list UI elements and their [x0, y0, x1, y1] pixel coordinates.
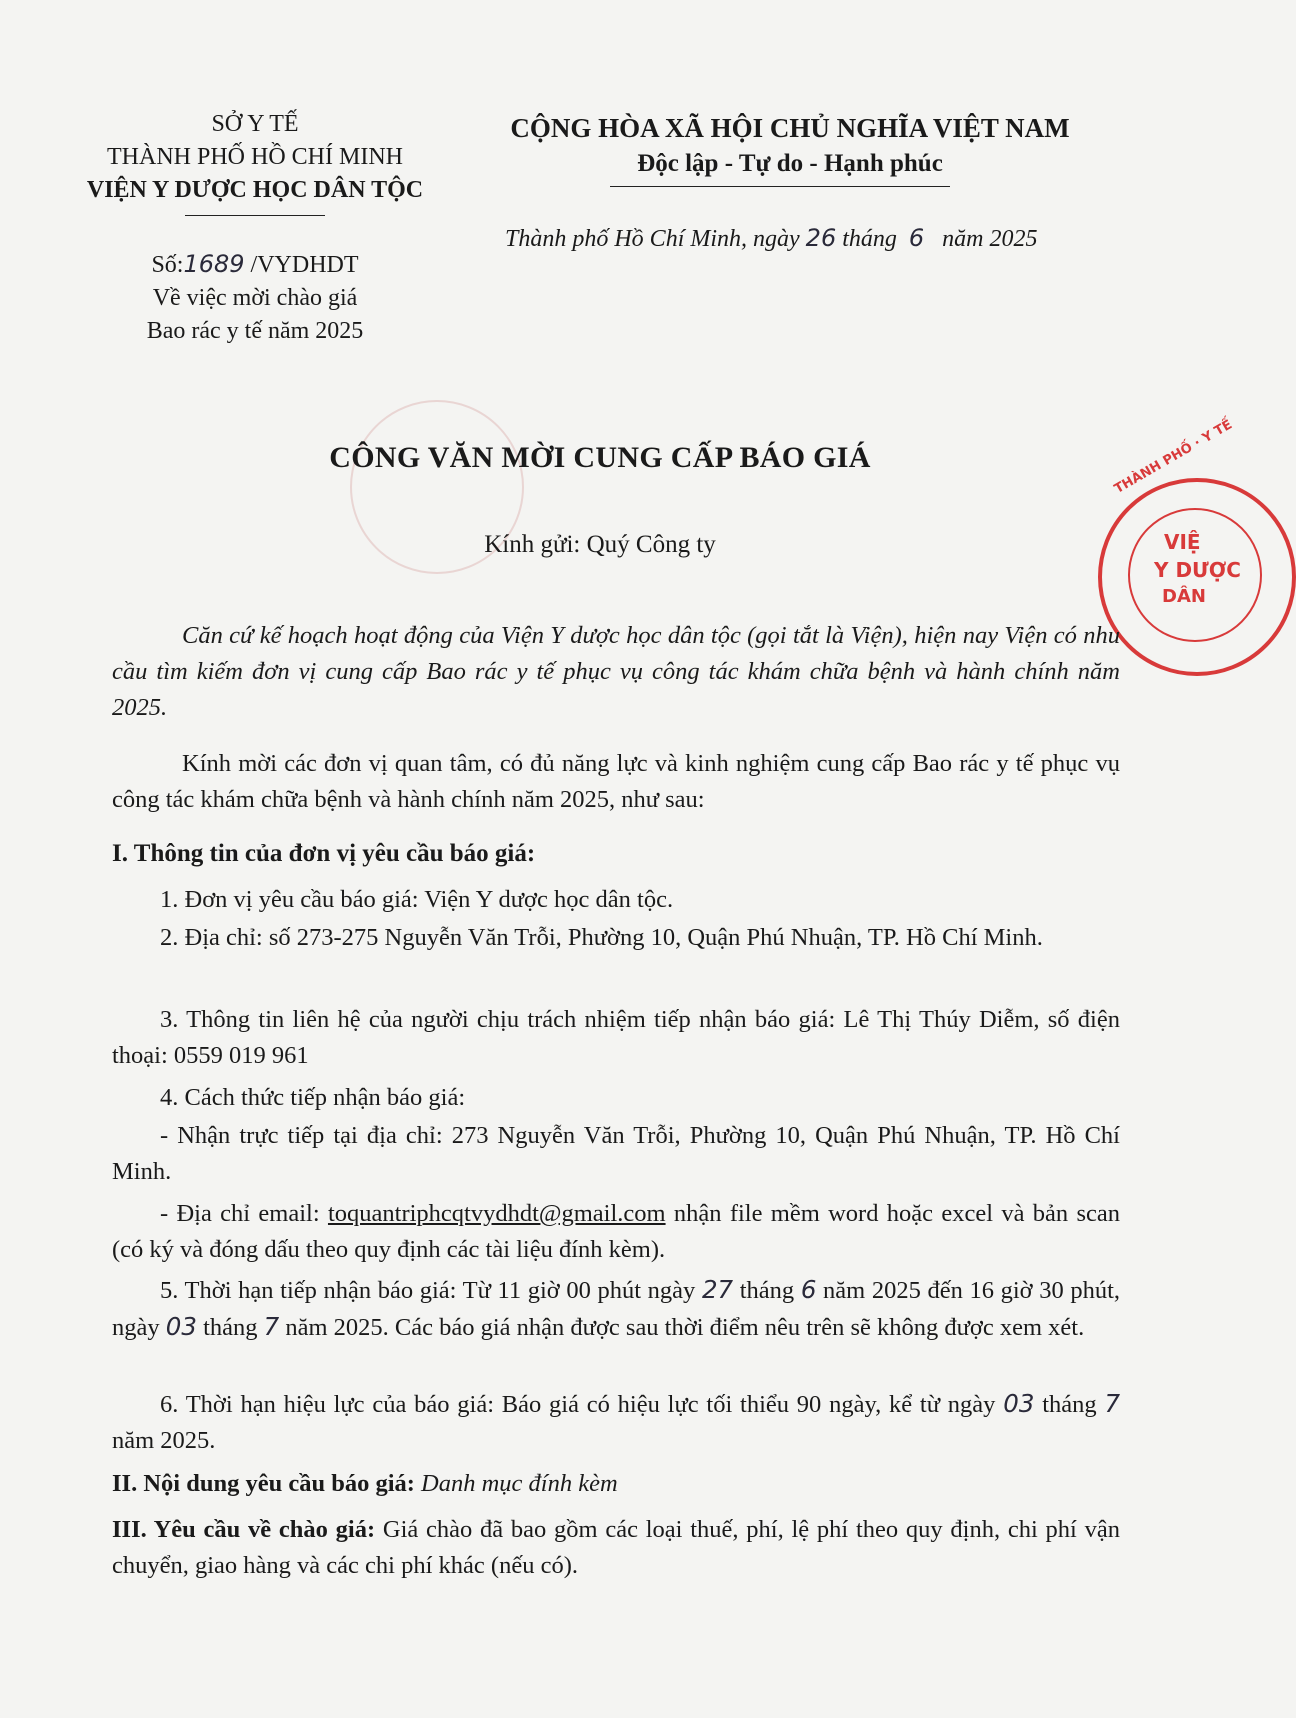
- reference-prefix: Số:: [151, 252, 184, 278]
- seal-text-1: VIỆ: [1164, 530, 1201, 554]
- section-1-item-1: 1. Đơn vị yêu cầu báo giá: Viện Y dược học dân tộc.: [160, 886, 674, 913]
- motto-underline: [610, 186, 950, 187]
- seal-text-2: Y DƯỢC: [1154, 558, 1241, 582]
- national-title: CỘNG HÒA XÃ HỘI CHỦ NGHĨA VIỆT NAM: [510, 113, 1070, 143]
- item5-day2: 03: [165, 1312, 197, 1341]
- section-2: [112, 1466, 1120, 1502]
- section-1-item-3: 3. Thông tin liên hệ của người chịu trách nhiệm tiếp nhận báo giá: Lê Thị Thúy Diễm, số điện thoại: 0559 019 961: [112, 1006, 1120, 1069]
- section-1-item-4a: - Nhận trực tiếp tại địa chỉ: 273 Nguyễn Văn Trỗi, Phường 10, Quận Phú Nhuận, TP. Hồ Chí Minh.: [112, 1122, 1120, 1185]
- reference-handwritten-number: 1689: [183, 250, 245, 278]
- section-3-value: Giá chào đã bao gồm các loại thuế, phí, lệ phí theo quy định, chi phí vận chuyển, giao hàng và các chi phí khác (nếu có).: [112, 1516, 1120, 1579]
- item6-part-a: 6. Thời hạn hiệu lực của báo giá: Báo giá có hiệu lực tối thiểu 90 ngày, kể từ ngày: [160, 1391, 996, 1418]
- email-prefix: - Địa chỉ email:: [160, 1200, 320, 1227]
- item5-month1: 6: [800, 1275, 817, 1304]
- official-seal: [1098, 417, 1296, 676]
- date-month-label: tháng: [842, 226, 897, 252]
- section-1-item-4: 4. Cách thức tiếp nhận báo giá:: [160, 1084, 466, 1111]
- item5-part-a: 5. Thời hạn tiếp nhận báo giá: Từ 11 giờ 00 phút ngày: [160, 1277, 696, 1304]
- date-day: 26: [805, 224, 837, 252]
- section-2-heading: II. Nội dung yêu cầu báo giá:: [112, 1470, 415, 1497]
- issuer-line-2: THÀNH PHỐ HỒ CHÍ MINH: [107, 144, 403, 170]
- issuer-block: [60, 108, 450, 207]
- invitation-paragraph: Kính mời các đơn vị quan tâm, có đủ năng lực và kinh nghiệm cung cấp Bao rác y tế phục vụ công tác khám chữa bệnh và hành chính năm 2025, như sau:: [112, 750, 1120, 813]
- reference-number: [60, 248, 450, 282]
- item6-day: 03: [1003, 1389, 1035, 1418]
- seal-ring-text: THÀNH PHỐ · Y TẾ: [1112, 417, 1235, 497]
- national-motto: Độc lập - Tự do - Hạnh phúc: [637, 150, 943, 177]
- item6-month: 7: [1104, 1389, 1121, 1418]
- section-1-item-2: 2. Địa chỉ: số 273-275 Nguyễn Văn Trỗi, Phường 10, Quận Phú Nhuận, TP. Hồ Chí Minh.: [160, 924, 1043, 951]
- item6-part-b: tháng: [1042, 1391, 1097, 1418]
- greeting: Kính gửi: Quý Công ty: [484, 531, 716, 558]
- section-2-value: Danh mục đính kèm: [421, 1470, 618, 1497]
- section-1-item-5: [112, 1272, 1120, 1346]
- item5-day1: 27: [701, 1275, 734, 1304]
- seal-text-3: DÂN: [1162, 586, 1206, 607]
- item5-part-d: tháng: [203, 1314, 258, 1341]
- date-line: [505, 224, 1145, 253]
- date-month: 6: [908, 224, 925, 252]
- subject-line-2: Bao rác y tế năm 2025: [146, 318, 364, 344]
- item5-month2: 7: [263, 1312, 280, 1341]
- section-1-item-6: [112, 1386, 1120, 1459]
- item5-part-b: tháng: [739, 1277, 795, 1304]
- section-1-item-4b: [112, 1196, 1120, 1268]
- section-1-heading: I. Thông tin của đơn vị yêu cầu báo giá:: [112, 840, 536, 867]
- document-title: CÔNG VĂN MỜI CUNG CẤP BÁO GIÁ: [329, 441, 871, 474]
- item5-part-c: năm 2025 đến 16 giờ 30 phút, ngày: [112, 1277, 1121, 1341]
- reference-block: [60, 248, 450, 348]
- section-3: [112, 1512, 1120, 1584]
- national-header: [480, 110, 1100, 182]
- item5-part-e: năm 2025. Các báo giá nhận được sau thời điểm nêu trên sẽ không được xem xét.: [285, 1314, 1085, 1341]
- issuer-underline: [185, 215, 325, 216]
- section-3-heading: III. Yêu cầu về chào giá:: [112, 1516, 376, 1543]
- date-prefix: Thành phố Hồ Chí Minh, ngày: [505, 226, 800, 252]
- subject-line-1: Về việc mời chào giá: [152, 285, 358, 311]
- issuer-line-3: VIỆN Y DƯỢC HỌC DÂN TỘC: [86, 177, 424, 203]
- intro-paragraph: Căn cứ kế hoạch hoạt động của Viện Y dược học dân tộc (gọi tắt là Viện), hiện nay Viện có nhu cầu tìm kiếm đơn vị cung cấp Bao rác y tế phục vụ công tác khám chữa bệnh và hành chính năm 2025.: [112, 622, 1120, 721]
- email-link[interactable]: toquantriphcqtvydhdt@gmail.com: [327, 1200, 666, 1227]
- issuer-line-1: SỞ Y TẾ: [211, 111, 299, 137]
- email-suffix: nhận file mềm word hoặc excel và bản scan (có ký và đóng dấu theo quy định các tài liệu đính kèm).: [112, 1200, 1121, 1263]
- date-year: năm 2025: [942, 226, 1038, 252]
- reference-suffix: /VYDHDT: [250, 252, 359, 278]
- item6-part-c: năm 2025.: [112, 1427, 216, 1454]
